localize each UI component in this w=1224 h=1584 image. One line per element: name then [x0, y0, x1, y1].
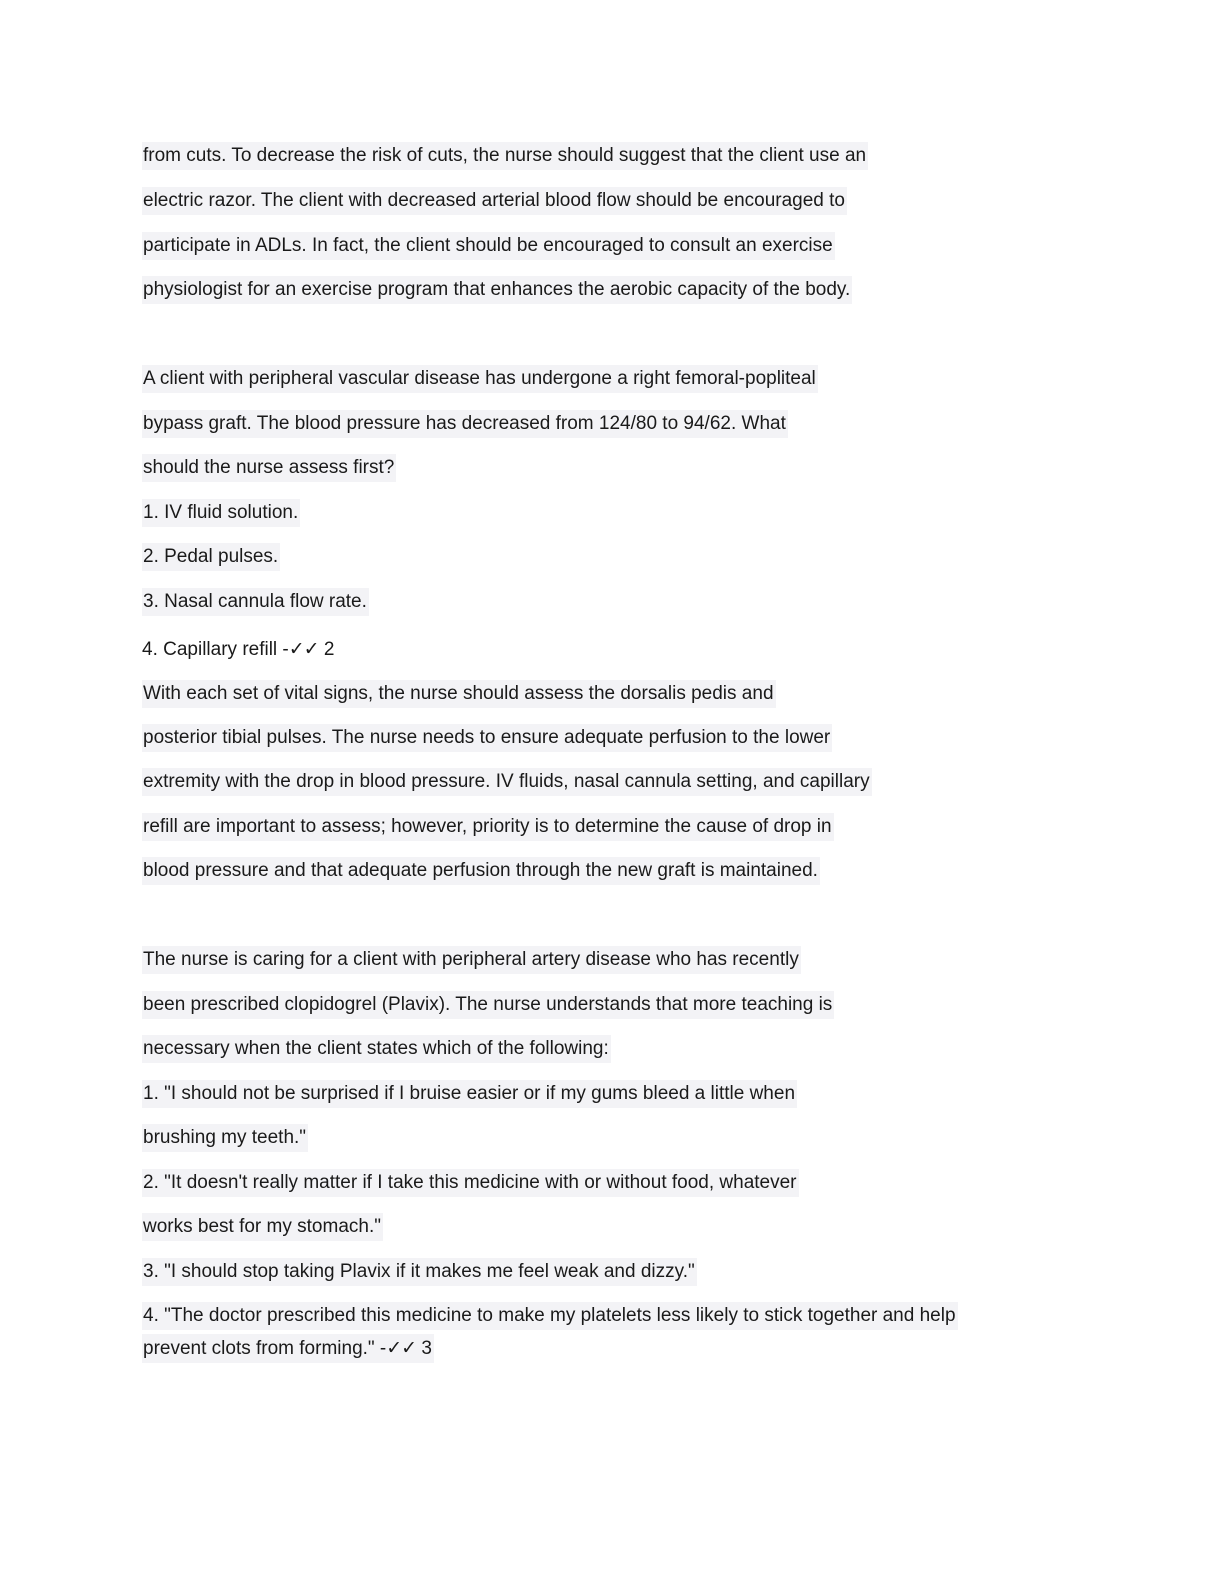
question-stem-line: bypass graft. The blood pressure has decreased from 124/80 to 94/62. What	[142, 410, 788, 438]
paragraph-line: electric razor. The client with decreased arterial blood flow should be encouraged to	[142, 187, 847, 215]
answer-option: 1. "I should not be surprised if I bruise easier or if my gums bleed a little when	[142, 1080, 797, 1108]
question-stem-line: should the nurse assess first?	[142, 454, 396, 482]
rationale-line: With each set of vital signs, the nurse should assess the dorsalis pedis and	[142, 680, 776, 708]
paragraph-line: from cuts. To decrease the risk of cuts, the nurse should suggest that the client use an	[142, 142, 868, 170]
answer-option: 2. "It doesn't really matter if I take this medicine with or without food, whatever	[142, 1169, 799, 1197]
paragraph-line: participate in ADLs. In fact, the client should be encouraged to consult an exercise	[142, 232, 835, 260]
answer-option: works best for my stomach."	[142, 1213, 383, 1241]
rationale-line: extremity with the drop in blood pressure. IV fluids, nasal cannula setting, and capillary	[142, 768, 872, 796]
question-stem-line: The nurse is caring for a client with peripheral artery disease who has recently	[142, 946, 801, 974]
answer-option: 2. Pedal pulses.	[142, 543, 280, 571]
answer-option: prevent clots from forming." -✓✓ 3	[142, 1334, 434, 1362]
question-stem-line: necessary when the client states which of the following:	[142, 1035, 611, 1063]
rationale-line: posterior tibial pulses. The nurse needs to ensure adequate perfusion to the lower	[142, 724, 832, 752]
paragraph-line: physiologist for an exercise program that enhances the aerobic capacity of the body.	[142, 276, 852, 304]
answer-key: 3	[421, 1338, 432, 1359]
answer-option: 4. "The doctor prescribed this medicine to make my platelets less likely to stick together and help	[142, 1302, 958, 1330]
answer-option: 3. "I should stop taking Plavix if it makes me feel weak and dizzy."	[142, 1258, 697, 1286]
rationale-line: blood pressure and that adequate perfusion through the new graft is maintained.	[142, 857, 820, 885]
question-stem-line: been prescribed clopidogrel (Plavix). The nurse understands that more teaching is	[142, 991, 834, 1019]
answer-option: 4. Capillary refill -✓✓ 2	[142, 638, 335, 660]
question-stem-line: A client with peripheral vascular disease has undergone a right femoral-popliteal	[142, 365, 818, 393]
answer-key: 2	[323, 639, 335, 660]
rationale-line: refill are important to assess; however, priority is to determine the cause of drop in	[142, 813, 834, 841]
answer-option: 3. Nasal cannula flow rate.	[142, 588, 369, 616]
answer-option: 1. IV fluid solution.	[142, 499, 300, 527]
checkmark-icon: ✓✓	[386, 1337, 417, 1359]
checkmark-icon: ✓✓	[288, 638, 319, 660]
answer-option: brushing my teeth."	[142, 1124, 308, 1152]
